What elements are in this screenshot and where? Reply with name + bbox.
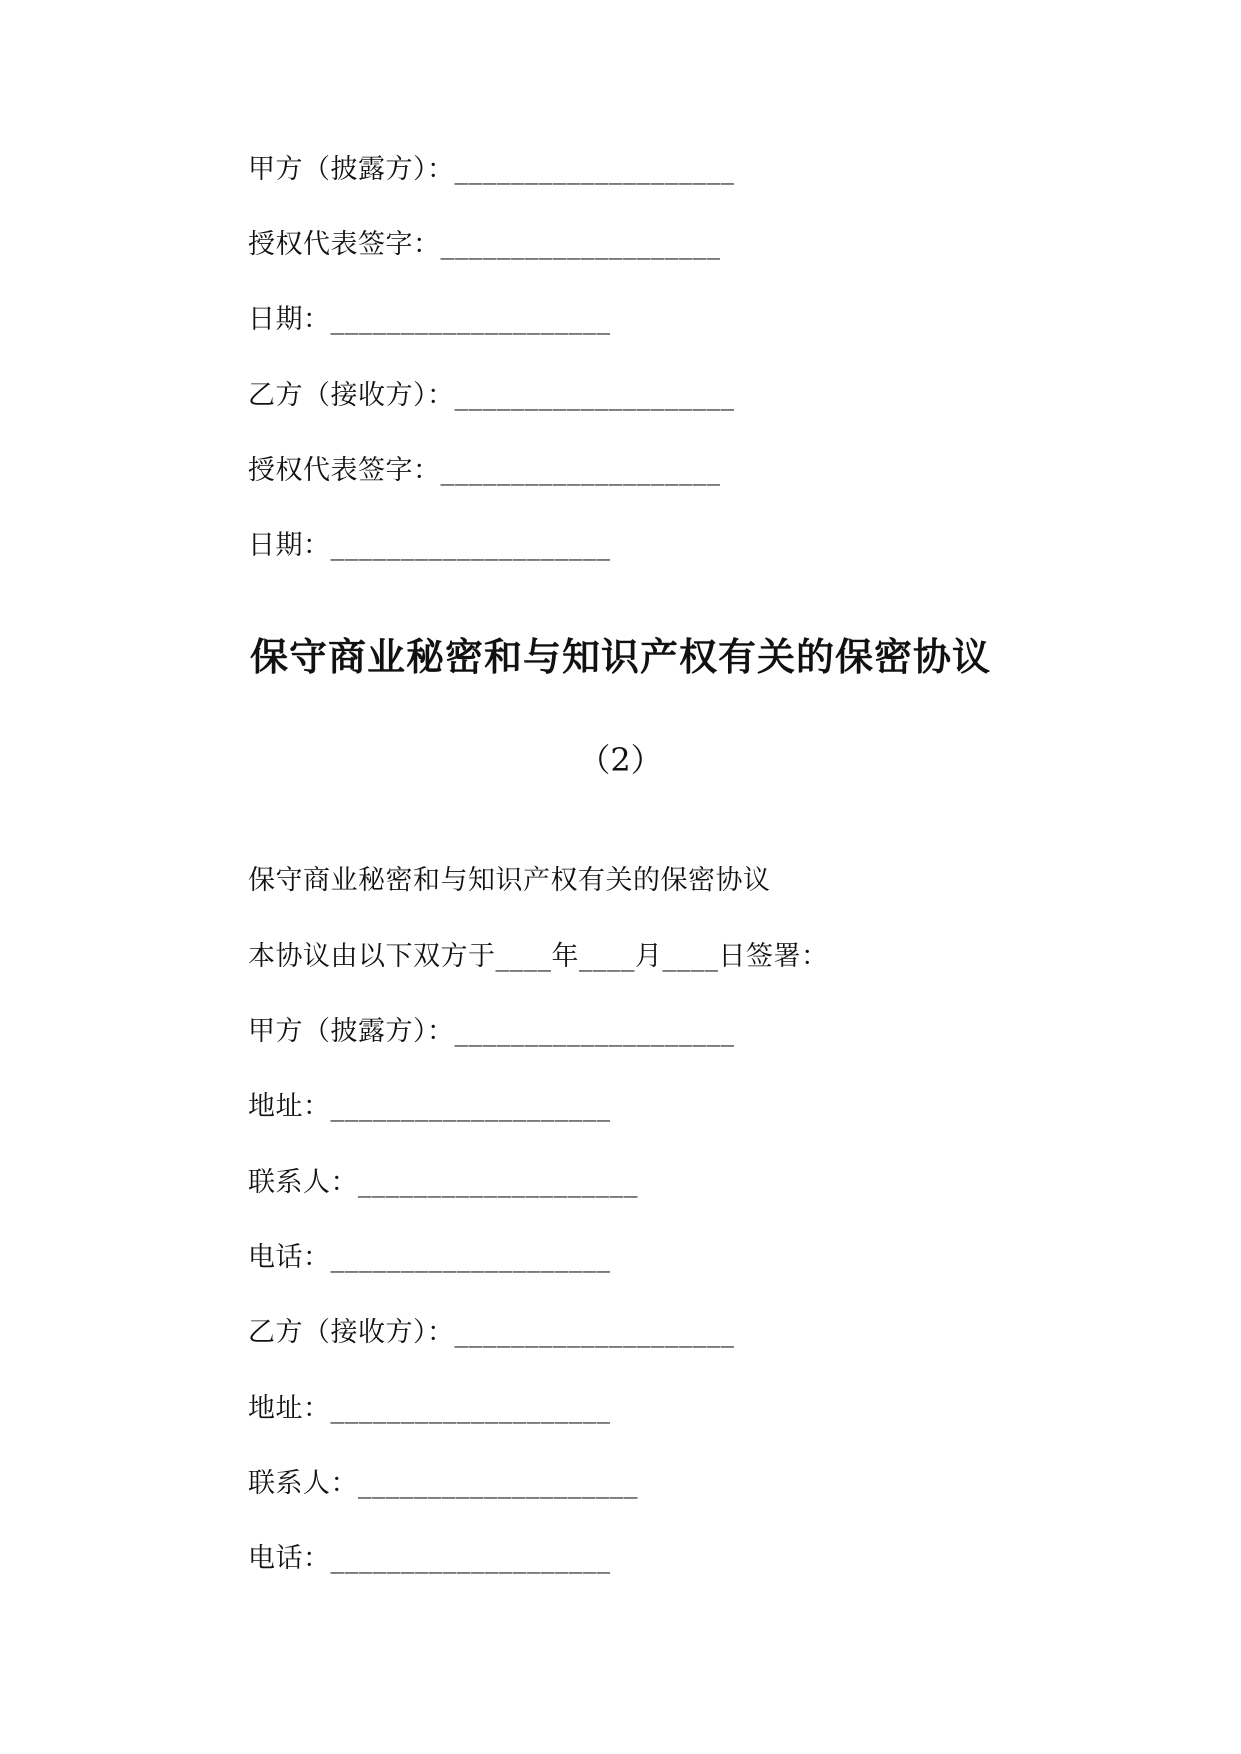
party-b-recipient-line: 乙方（接收方）：____________________ [248, 380, 735, 411]
party-a-contact-field: 联系人：____________________ [248, 1167, 638, 1198]
party-a-rep-signature-line: 授权代表签字：____________________ [248, 229, 721, 260]
document-subtitle: （2） [578, 741, 663, 779]
signing-date-line: 本协议由以下双方于____年____月____日签署： [248, 941, 829, 972]
party-b-phone-field: 电话：____________________ [248, 1543, 611, 1574]
party-a-address-field: 地址：____________________ [248, 1091, 611, 1122]
agreement-name-line: 保守商业秘密和与知识产权有关的保密协议 [248, 865, 771, 896]
party-b-date-line: 日期：____________________ [248, 530, 611, 561]
party-a-discloser-field: 甲方（披露方）：____________________ [248, 1016, 735, 1047]
party-a-phone-field: 电话：____________________ [248, 1242, 611, 1273]
document-title: 保守商业秘密和与知识产权有关的保密协议 [249, 634, 991, 679]
party-b-address-field: 地址：____________________ [248, 1393, 611, 1424]
party-b-contact-field: 联系人：____________________ [248, 1468, 638, 1499]
party-b-recipient-field: 乙方（接收方）：____________________ [248, 1317, 735, 1348]
party-a-discloser-line: 甲方（披露方）：____________________ [248, 154, 735, 185]
party-b-rep-signature-line: 授权代表签字：____________________ [248, 455, 721, 486]
party-a-date-line: 日期：____________________ [248, 304, 611, 335]
